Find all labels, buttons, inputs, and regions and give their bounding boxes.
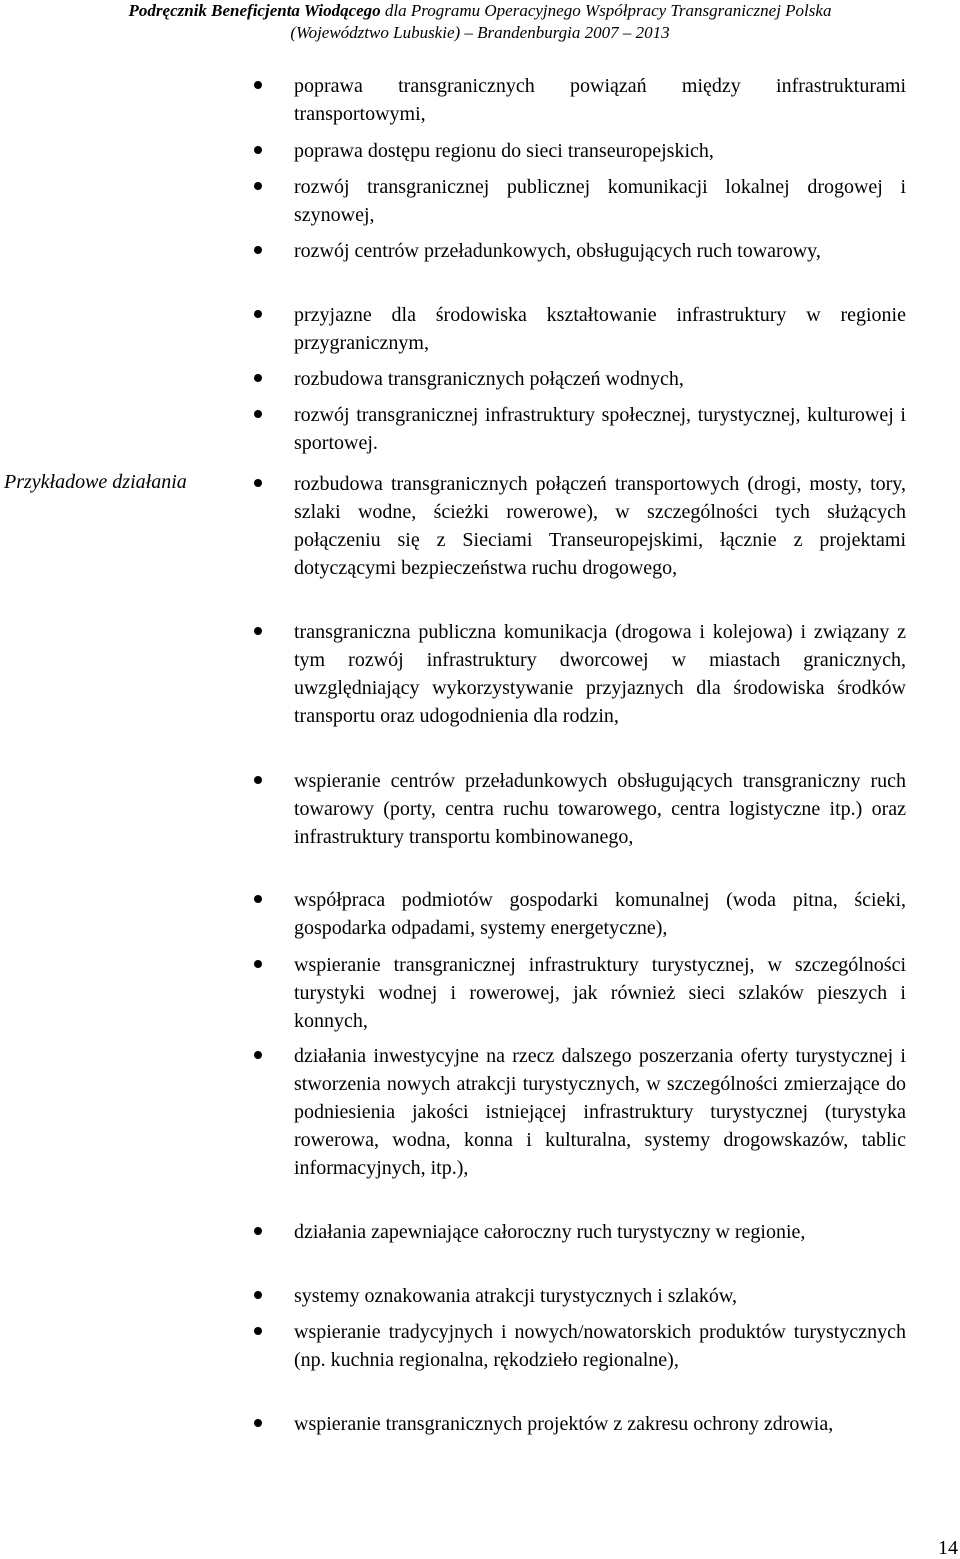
list-item [294,301,906,357]
bullet-icon [254,374,262,382]
bullet-icon [254,479,262,487]
list-item-text: działania inwestycyjne na rzecz dalszego poszerzania oferty turystycznej i stworzenia nowych atrakcji turystycznych, w szczególności zmierzające do podniesienia jakości istniejącej infrastruktury turystycznej (turystyka rowerowa, wodna, konna i kulturalna, systemy drogowskazów, tablic informacyjnych, itp.), [294,1045,906,1179]
list-item-text: współpraca podmiotów gospodarki komunalnej (woda pitna, ścieki, gospodarka odpadami, systemy energetyczne), [294,889,906,939]
list-item [294,72,906,128]
bullet-icon [254,1419,262,1427]
list-item [294,951,906,1035]
list-item [294,137,906,165]
header-title: Podręcznik Beneficjenta Wiodącego [128,1,381,20]
bullet-icon [254,310,262,318]
list-item [294,173,906,229]
list-item-text: wspieranie centrów przeładunkowych obsługujących transgraniczny ruch towarowy (porty, centra ruchu towarowego, centra logistyczne itp.) oraz infrastruktury transportu kombinowanego, [294,770,906,848]
bullet-icon [254,81,262,89]
list-item-text: przyjazne dla środowiska kształtowanie infrastruktury w regionie przygranicznym, [294,304,906,354]
bullet-icon [254,182,262,190]
list-item-text: rozwój centrów przeładunkowych, obsługujących ruch towarowy, [294,240,821,262]
bullet-icon [254,1227,262,1235]
list-item [294,365,906,393]
list-item [294,470,906,582]
list-item [294,767,906,851]
bullet-icon [254,1291,262,1299]
list-item [294,1410,906,1438]
list-item-text: poprawa dostępu regionu do sieci transeuropejskich, [294,140,714,162]
bullet-icon [254,960,262,968]
list-item-text: poprawa transgranicznych powiązań między infrastrukturami transportowymi, [294,75,906,125]
list-item [294,1282,906,1310]
list-item [294,1318,906,1374]
list-item-text: rozbudowa transgranicznych połączeń wodnych, [294,368,684,390]
list-item [294,886,906,942]
list-item-text: działania zapewniające całoroczny ruch turystyczny w regionie, [294,1221,806,1243]
bullet-icon [254,627,262,635]
list-item [294,401,906,457]
list-item-text: wspieranie transgranicznej infrastruktury turystycznej, w szczególności turystyki wodnej i rowerowej, jak również sieci szlaków pieszych i konnych, [294,954,906,1032]
list-item-text: wspieranie transgranicznych projektów z zakresu ochrony zdrowia, [294,1413,834,1435]
bullet-icon [254,146,262,154]
page-number: 14 [938,1537,958,1559]
bullet-icon [254,246,262,254]
header-subtitle: dla Programu Operacyjnego Współpracy Transgranicznej Polska [380,1,832,20]
header-line-2: (Województwo Lubuskie) – Brandenburgia 2007 – 2013 [290,23,670,42]
section-label: Przykładowe działania [4,471,187,493]
bullet-icon [254,776,262,784]
list-item-text: rozwój transgranicznej infrastruktury społecznej, turystycznej, kulturowej i sportowej. [294,404,906,454]
list-item-text: wspieranie tradycyjnych i nowych/nowatorskich produktów turystycznych (np. kuchnia regionalna, rękodzieło regionalne), [294,1321,906,1371]
list-item [294,618,906,730]
bullet-icon [254,1051,262,1059]
list-item [294,1218,906,1246]
list-item-text: rozbudowa transgranicznych połączeń transportowych (drogi, mosty, tory, szlaki wodne, ścieżki rowerowe), w szczególności tych służących połączeniu się z Sieciami Transeuropejskimi, łącznie z projektami dotyczącymi bezpieczeństwa ruchu drogowego, [294,473,906,579]
bullet-icon [254,410,262,418]
list-item-text: systemy oznakowania atrakcji turystycznych i szlaków, [294,1285,738,1307]
bullet-icon [254,895,262,903]
bullet-icon [254,1327,262,1335]
list-item [294,1042,906,1182]
list-item [294,237,906,265]
list-item-text: transgraniczna publiczna komunikacja (drogowa i kolejowa) i związany z tym rozwój infrastruktury dworcowej w miastach granicznych, uwzględniający wykorzystywanie przyjaznych dla środowiska środków transportu oraz udogodnienia dla rodzin, [294,621,906,727]
list-item-text: rozwój transgranicznej publicznej komunikacji lokalnej drogowej i szynowej, [294,176,906,226]
